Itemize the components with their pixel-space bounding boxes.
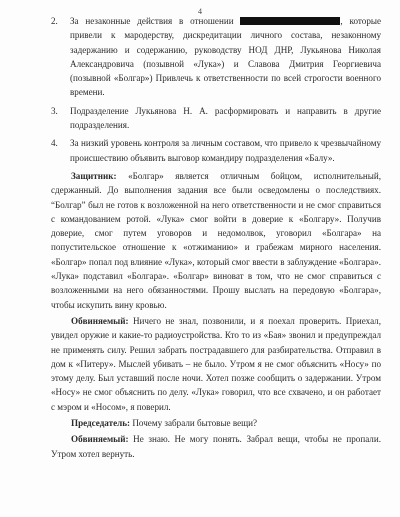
list-item-text: За низкий уровень контроля за личным составом, что привело к чрезвычайному происшествию объявить выговор командиру подразделения «Балу». (70, 138, 381, 163)
statement-text: «Болгар» является отличным бойцом, исполнительный, сдержанный. До выполнения задания все были осведомлены о последствиях. “Болгар” был не готов к возложенной на него ответственности и не смог справиться с командованием ротой. «Лука» смог войти в доверие к «Болгару». Получив доверие, смог путем уговоров и недомолвок, уговорил «Болгара» на попустительское отношение к «отжиманию» и грабежам мирного населения. «Болгар» попал под влияние «Лука», который смог ввести в заблуждение «Болгара». «Лука» подставил «Болгара». «Болгар» виноват в том, что не смог справиться с возложенными на него обязанностями. Прошу выслать на передовую «Болгара», чтобы искупить вину кровью. (51, 170, 381, 310)
chairman-question (51, 416, 381, 430)
list-item (51, 104, 381, 133)
page-number: 4 (198, 7, 202, 16)
list-item: 2. За незаконные действия в отношении , которые привели к мародерству, дискредитации личного состава, незаконному задержанию и содержанию, руководству НОД ДНР, Лукьянова Николая Александровича (позывной «Лука») и Славова Дмитрия Георгиевича (позывной «Болгар») Привлечь к ответственности по всей строгости военного времени. (51, 16, 382, 98)
defender-statement (51, 169, 381, 312)
list-item-number: 2. (51, 16, 58, 26)
speaker-label: Обвиняемый: (71, 315, 129, 326)
list-item (51, 136, 381, 165)
list-item-text: Подразделение Лукьянова Н. А. расформировать и направить в другие подразделения. (70, 105, 381, 131)
speaker-label: Председатель: (71, 418, 131, 429)
list-item-text-start: За незаконные действия в отношении (70, 16, 234, 26)
redaction-bar (240, 17, 340, 25)
statement-text: Не знаю. Не могу понять. Забрал вещи, чтобы не пропали. Утром хотел вернуть. (51, 434, 381, 459)
document-body (51, 14, 381, 461)
list-item-number: 4. (51, 138, 58, 149)
list-item-text-end: которые привели к мародерству, дискредитации личного состава, незаконному задержанию и содержанию, руководству НОД ДНР, Лукьянова Николая Александровича (позывной «Лука») и Славова Дмитрия Георгиевича (позывной «Болгар») Привлечь к ответственности по всей строгости военного времени. (70, 16, 382, 98)
speaker-label: Защитник: (71, 170, 117, 181)
statement-text: Почему забрали бытовые вещи? (132, 418, 258, 429)
statement-text: Ничего не знал, позвонили, и я поехал проверить. Приехал, увидел оружие и какие-то радиоустройства. Кто то из «Бая» звонил и предупреждал не применять силу. Решил забрать пострадавшего для разбирательства. Отправил в дом к «Питеру». Мыслей убивать – не было. Утром я не смог объяснить «Носу» по этому делу. Был уставший после ночи. Хотел позже сообщить о задержании. Утром «Носу» не смог объяснить по делу. «Лука» говорил, что все схвачено, и он работает с мэром и «Носом», я поверил. (51, 315, 381, 412)
accused-statement (51, 314, 381, 414)
accused-answer (51, 432, 381, 461)
speaker-label: Обвиняемый: (71, 434, 129, 445)
list-item-number: 3. (51, 105, 58, 116)
